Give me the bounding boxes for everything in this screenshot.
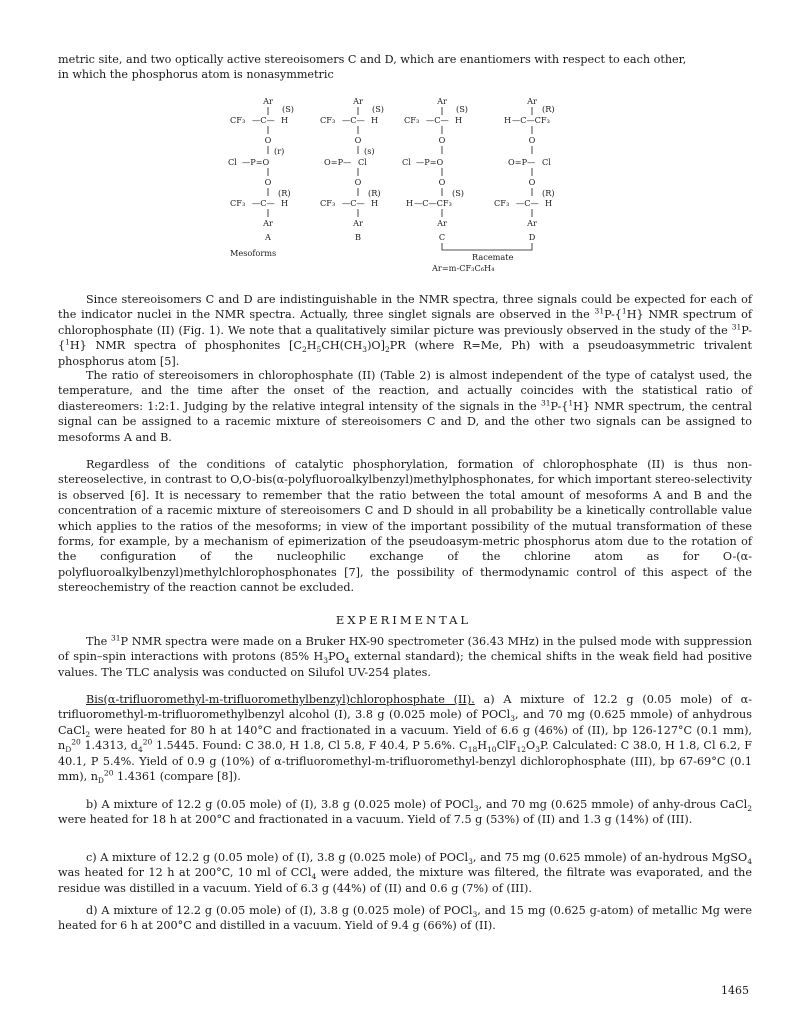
compound-heading: Bis(α-trifluoromethyl-m-trifluoromethylbenzyl)chlorophosphate (II). [86, 693, 475, 706]
d-ar-top: Ar [527, 96, 537, 106]
paragraph-2-text: The ratio of stereoisomers in chlorophosphate (II) (Table 2) is almost independent of the type of catalyst used, the temperature, and the time after the onset of the reaction, and actually coincides with the statistical ratio of diastereomers: 1:2:1. Judging by the relative integral intensity of the signals in the $^{31}$P-{$^1$H} NMR spectrum, the central signal can be assigned to a racemic mixture of stereoisomers C and D, and the other two signals can be assigned to mesoforms A and B. [58, 369, 752, 444]
a-label: A [265, 232, 271, 242]
c-label: C [438, 232, 446, 242]
a-h-top: H [281, 115, 289, 125]
d-h-bottom: H [545, 198, 553, 208]
b-label-s-lower: (s) [364, 146, 375, 156]
svg-text:—C—CF₃: —C—CF₃ [414, 198, 452, 208]
experimental-paragraph-1: The $^{31}$P NMR spectra were made on a Bruker HX-90 spectrometer (36.43 MHz) in the pulsed mode with suppression of spin–spin interactions with protons (85% $H_3PO_4$ external standard); the chemical shifts in the weak field had positive values. The TLC analysis was conducted on Silufol UV-254 plates. [58, 633, 752, 679]
svg-text:—C—: —C— [342, 198, 365, 208]
b-cf3-top: CF₃ [320, 115, 336, 125]
structure-b [320, 96, 384, 242]
c-h-top: H [455, 115, 463, 125]
b-h-top: H [371, 115, 379, 125]
experimental-heading: EXPERIMENTAL [335, 613, 472, 627]
d-label-r: (R) [542, 104, 555, 114]
d-label-r-bottom: (R) [542, 188, 555, 198]
c-o-top: O [438, 135, 446, 145]
svg-text:—C—: —C— [342, 115, 365, 125]
c-label-s-bottom: (S) [452, 188, 464, 198]
structure-c [402, 96, 468, 242]
a-label-s: (S) [282, 104, 294, 114]
c-h-bottom: H [406, 198, 414, 208]
structure-a [228, 96, 294, 242]
c-o-bottom: O [438, 177, 446, 187]
mesoforms-label: Mesoforms [230, 248, 277, 258]
b-label-r: (R) [368, 188, 381, 198]
d-cf3-bottom: CF₃ [494, 198, 510, 208]
racemate-bracket [442, 243, 532, 250]
a-o-bottom: O [264, 177, 272, 187]
d-label: D [528, 232, 536, 242]
a-cf3-bottom: CF₃ [230, 198, 246, 208]
svg-text:—C—: —C— [252, 198, 275, 208]
intro-line-2: in which the phosphorus atom is nonasymmetric [58, 68, 334, 82]
paragraph-2 [58, 368, 752, 445]
a-ar-bottom: Ar [263, 218, 273, 228]
intro-paragraph [58, 52, 752, 83]
a-h-bottom: H [281, 198, 289, 208]
paragraph-1 [58, 292, 752, 369]
svg-text:—C—: —C— [252, 115, 275, 125]
a-cl: Cl [228, 157, 237, 167]
c-cf3-top: CF₃ [404, 115, 420, 125]
d-ar-bottom: Ar [527, 218, 537, 228]
c-label-s: (S) [456, 104, 468, 114]
d-o-bottom: O [528, 177, 536, 187]
c-cl: Cl [402, 157, 411, 167]
svg-text:O=P—: O=P— [508, 157, 536, 167]
racemate-label: Racemate [472, 252, 514, 262]
experimental-paragraph-2: Bis(α-trifluoromethyl-m-trifluoromethylbenzyl)chlorophosphate (II). a) A mixture of 12.2 g (0.05 mole) of α-trifluoromethyl-m-trifluoromethylbenzyl alcohol (I), 3.8 g (0.025 mole) of POCl$_3$, and 70 mg (0.625 mmole) of anhydrous CaCl$_2$ were heated for 80 h at 140°C and fractionated in a vacuum. Yield of 6.6 g (46%) of (II), bp 126-127°C (0.1 mm), $n_D^{20}$ 1.4313, $d_4^{20}$ 1.5445. Found: C 38.0, H 1.8, Cl 5.8, F 40.4, P 5.6%. $C_{18}H_{10}ClF_{12}O_3P$. Calculated: C 38.0, H 1.8, Cl 6.2, F 40.1, P 5.4%. Yield of 0.9 g (10%) of α-trifluoromethyl-m-trifluoromethyl-benzyl dichlorophosphate (III), bp 67-69°C (0.1 mm), $n_D^{20}$ 1.4361 (compare [8]). [58, 693, 753, 786]
svg-text:—P=O: —P=O [242, 157, 270, 167]
paragraph-3 [58, 457, 752, 596]
stereoisomer-figure [210, 96, 610, 274]
b-o-bottom: O [354, 177, 362, 187]
svg-text:—C—: —C— [426, 115, 449, 125]
a-ar-top: Ar [263, 96, 273, 106]
c-ar-top: Ar [437, 96, 447, 106]
paragraph-3-text: Regardless of the conditions of catalytic phosphorylation, formation of chlorophosphate (II) is thus non-stereoselective, in contrast to O,O-bis(α-polyfluoroalkylbenzyl)methylphosphonates, for which important stereo-selectivity is observed [6]. It is necessary to remember that the ratio between the total amount of mesoforms A and B and the concentration of a racemic mixture of stereoisomers C and D should in all probability be a kinetically controllable value which applies to the ratios of the mesoforms; in view of the important possibility of the mutual transformation of these forms, for example, by a mechanism of epimerization of the pseudoasym-metric phosphorus atom due to the rotation of the configuration of the nucleophilic exchange of the chlorine atom as for O-(α-polyfluoroalkylbenzyl)methylchlorophosphonates [7], the possibility of thermodynamic control of this aspect of the stereochemistry of the reaction cannot be excluded. [58, 458, 752, 595]
structure-d [494, 96, 555, 242]
experimental-paragraph-4: c) A mixture of 12.2 g (0.05 mole) of (I), 3.8 g (0.025 mole) of POCl$_3$, and 75 mg (0.625 mmole) of an-hydrous MgSO$_4$ was heated for 12 h at 200°C, 10 ml of CCl$_4$ were added, the mixture was filtered, the filtrate was evaporated, and the residue was distilled in a vacuum. Yield of 6.3 g (44%) of (II) and 0.6 g (7%) of (III). [58, 851, 752, 895]
a-label-r-lower: (r) [274, 146, 285, 156]
a-o-top: O [264, 135, 272, 145]
b-label-s: (S) [372, 104, 384, 114]
d-o-top: O [528, 135, 536, 145]
b-cl: Cl [358, 157, 367, 167]
c-ar-bottom: Ar [437, 218, 447, 228]
page-number: 1465 [721, 984, 749, 997]
intro-line-1: metric site, and two optically active stereoisomers C and D, which are enantiomers with respect to each other, [58, 53, 687, 66]
a-cf3-top: CF₃ [230, 115, 246, 125]
b-ar-bottom: Ar [353, 218, 363, 228]
svg-text:O=P—: O=P— [324, 157, 352, 167]
stereoisomer-structures [210, 96, 610, 274]
ar-definition: Ar=m-CF₃C₆H₄ [432, 263, 495, 273]
experimental-paragraph-5: d) A mixture of 12.2 g (0.05 mole) of (I), 3.8 g (0.025 mole) of POCl$_3$, and 15 mg (0.625 g-atom) of metallic Mg were heated for 6 h at 200°C and distilled in a vacuum. Yield of 9.4 g (66%) of (II). [58, 904, 752, 933]
paragraph-1-text: Since stereoisomers C and D are indistinguishable in the NMR spectra, three signals could be expected for each of the indicator nuclei in the NMR spectra. Actually, three singlet signals are observed in the $^{31}$P-{$^1$H} NMR spectrum of chlorophosphate (II) (Fig. 1). We note that a qualitatively similar picture was previously observed in the study of the $^{31}$P-{$^1$H} NMR spectra of phosphonites $[C_2H_5CH(CH_3)O]_2PR$ (where R=Me, Ph) with a pseudoasymmetric trivalent phosphorus atom [5]. [58, 293, 753, 368]
svg-text:—C—: —C— [516, 198, 539, 208]
svg-text:—P=O: —P=O [416, 157, 444, 167]
b-o-top: O [354, 135, 362, 145]
b-h-bottom: H [371, 198, 379, 208]
experimental-paragraph-3: b) A mixture of 12.2 g (0.05 mole) of (I), 3.8 g (0.025 mole) of POCl$_3$, and 70 mg (0.625 mmole) of anhy-drous CaCl$_2$ were heated for 18 h at 200°C and fractionated in a vacuum. Yield of 7.5 g (53%) of (II) and 1.3 g (14%) of (III). [58, 798, 752, 827]
svg-text:—C—CF₃: —C—CF₃ [512, 115, 550, 125]
b-label: B [354, 232, 362, 242]
a-label-r: (R) [278, 188, 291, 198]
b-ar-top: Ar [353, 96, 363, 106]
b-cf3-bottom: CF₃ [320, 198, 336, 208]
d-cl: Cl [542, 157, 551, 167]
d-h-top: H [504, 115, 512, 125]
